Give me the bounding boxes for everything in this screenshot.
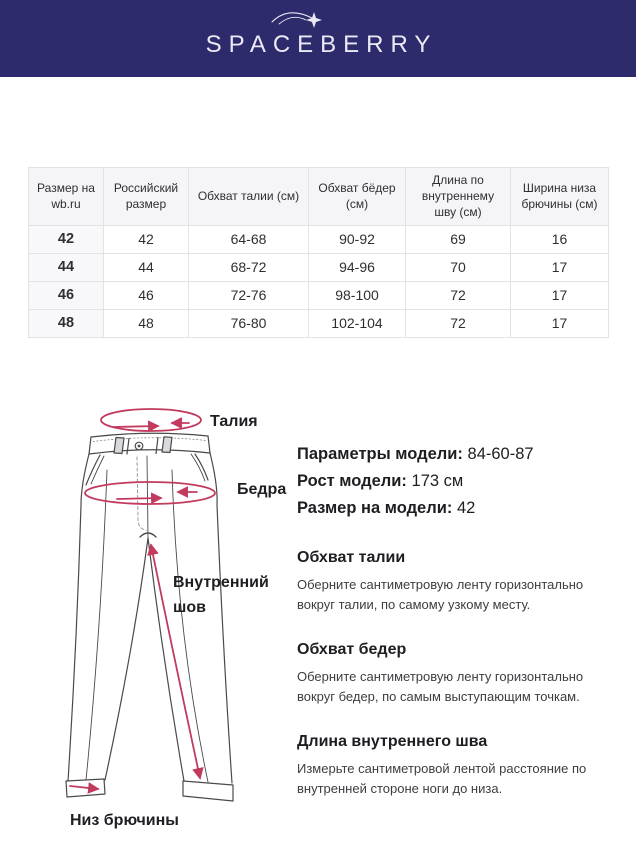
cell-inseam: 72 (406, 281, 511, 309)
guide-waist-text: Оберните сантиметровую ленту горизонтально вокруг талии, по самому узкому месту. (297, 577, 584, 612)
cell-wb-size: 46 (29, 281, 104, 309)
col-header-ru-size: Российский размер (104, 168, 189, 226)
col-header-wb-size: Размер на wb.ru (29, 168, 104, 226)
guide-hips (297, 639, 617, 706)
cell-hips: 90-92 (309, 225, 406, 253)
cell-hem-width: 17 (511, 309, 609, 337)
model-size-label: Размер на модели: (297, 499, 453, 517)
cell-inseam: 69 (406, 225, 511, 253)
model-size-value: 42 (456, 499, 476, 517)
cell-waist: 68-72 (189, 253, 309, 281)
measurement-info-column (297, 441, 617, 798)
model-height-value: 173 см (411, 472, 464, 490)
table-header-row (29, 168, 609, 226)
col-header-hips: Обхват бёдер (см) (309, 168, 406, 226)
model-height-label: Рост модели: (297, 472, 407, 490)
model-size-line (297, 495, 617, 522)
cell-waist: 64-68 (189, 225, 309, 253)
cell-hem-width: 17 (511, 281, 609, 309)
diagram-label-hips: Бедра (237, 481, 287, 498)
brand-logo (0, 0, 636, 77)
guide-waist (297, 547, 617, 614)
col-header-hem-width: Ширина низа брючины (см) (511, 168, 609, 226)
cell-hips: 102-104 (309, 309, 406, 337)
cell-hips: 94-96 (309, 253, 406, 281)
cell-hem-width: 16 (511, 225, 609, 253)
guide-inseam-title: Длина внутреннего шва (297, 733, 488, 750)
comet-star-icon (270, 5, 325, 31)
model-height-line (297, 468, 617, 495)
diagram-label-inseam: Внутренний шов (173, 574, 269, 616)
model-params-line (297, 441, 617, 468)
brand-name: SPACEBERRY (205, 30, 438, 58)
guide-hips-title: Обхват бедер (297, 641, 407, 658)
guide-inseam (297, 731, 617, 798)
cell-inseam: 70 (406, 253, 511, 281)
guide-inseam-text: Измерьте сантиметровой лентой расстояние по внутренней стороне ноги до низа. (297, 761, 587, 796)
cell-ru-size: 46 (104, 281, 189, 309)
diagram-label-hem: Низ брючины (70, 812, 179, 829)
diagram-label-waist: Талия (210, 413, 258, 430)
col-header-inseam: Длина по внутреннему шву (см) (406, 168, 511, 226)
cell-hem-width: 17 (511, 253, 609, 281)
size-table (28, 167, 609, 338)
col-header-waist: Обхват талии (см) (189, 168, 309, 226)
cell-ru-size: 48 (104, 309, 189, 337)
table-row-size-48 (29, 309, 609, 337)
cell-hips: 98-100 (309, 281, 406, 309)
cell-waist: 76-80 (189, 309, 309, 337)
guide-hips-text: Оберните сантиметровую ленту горизонтально вокруг бедер, по самым выступающим точкам. (297, 669, 584, 704)
cell-ru-size: 42 (104, 225, 189, 253)
model-info (297, 441, 617, 522)
table-row-size-44 (29, 253, 609, 281)
cell-wb-size: 42 (29, 225, 104, 253)
guide-waist-title: Обхват талии (297, 549, 406, 566)
cell-waist: 72-76 (189, 281, 309, 309)
table-row-size-42 (29, 225, 609, 253)
cell-ru-size: 44 (104, 253, 189, 281)
model-params-label: Параметры модели: (297, 445, 463, 463)
cell-wb-size: 44 (29, 253, 104, 281)
table-row-size-46 (29, 281, 609, 309)
model-params-value: 84-60-87 (467, 445, 534, 463)
cell-wb-size: 48 (29, 309, 104, 337)
cell-inseam: 72 (406, 309, 511, 337)
brand-header (0, 0, 636, 77)
